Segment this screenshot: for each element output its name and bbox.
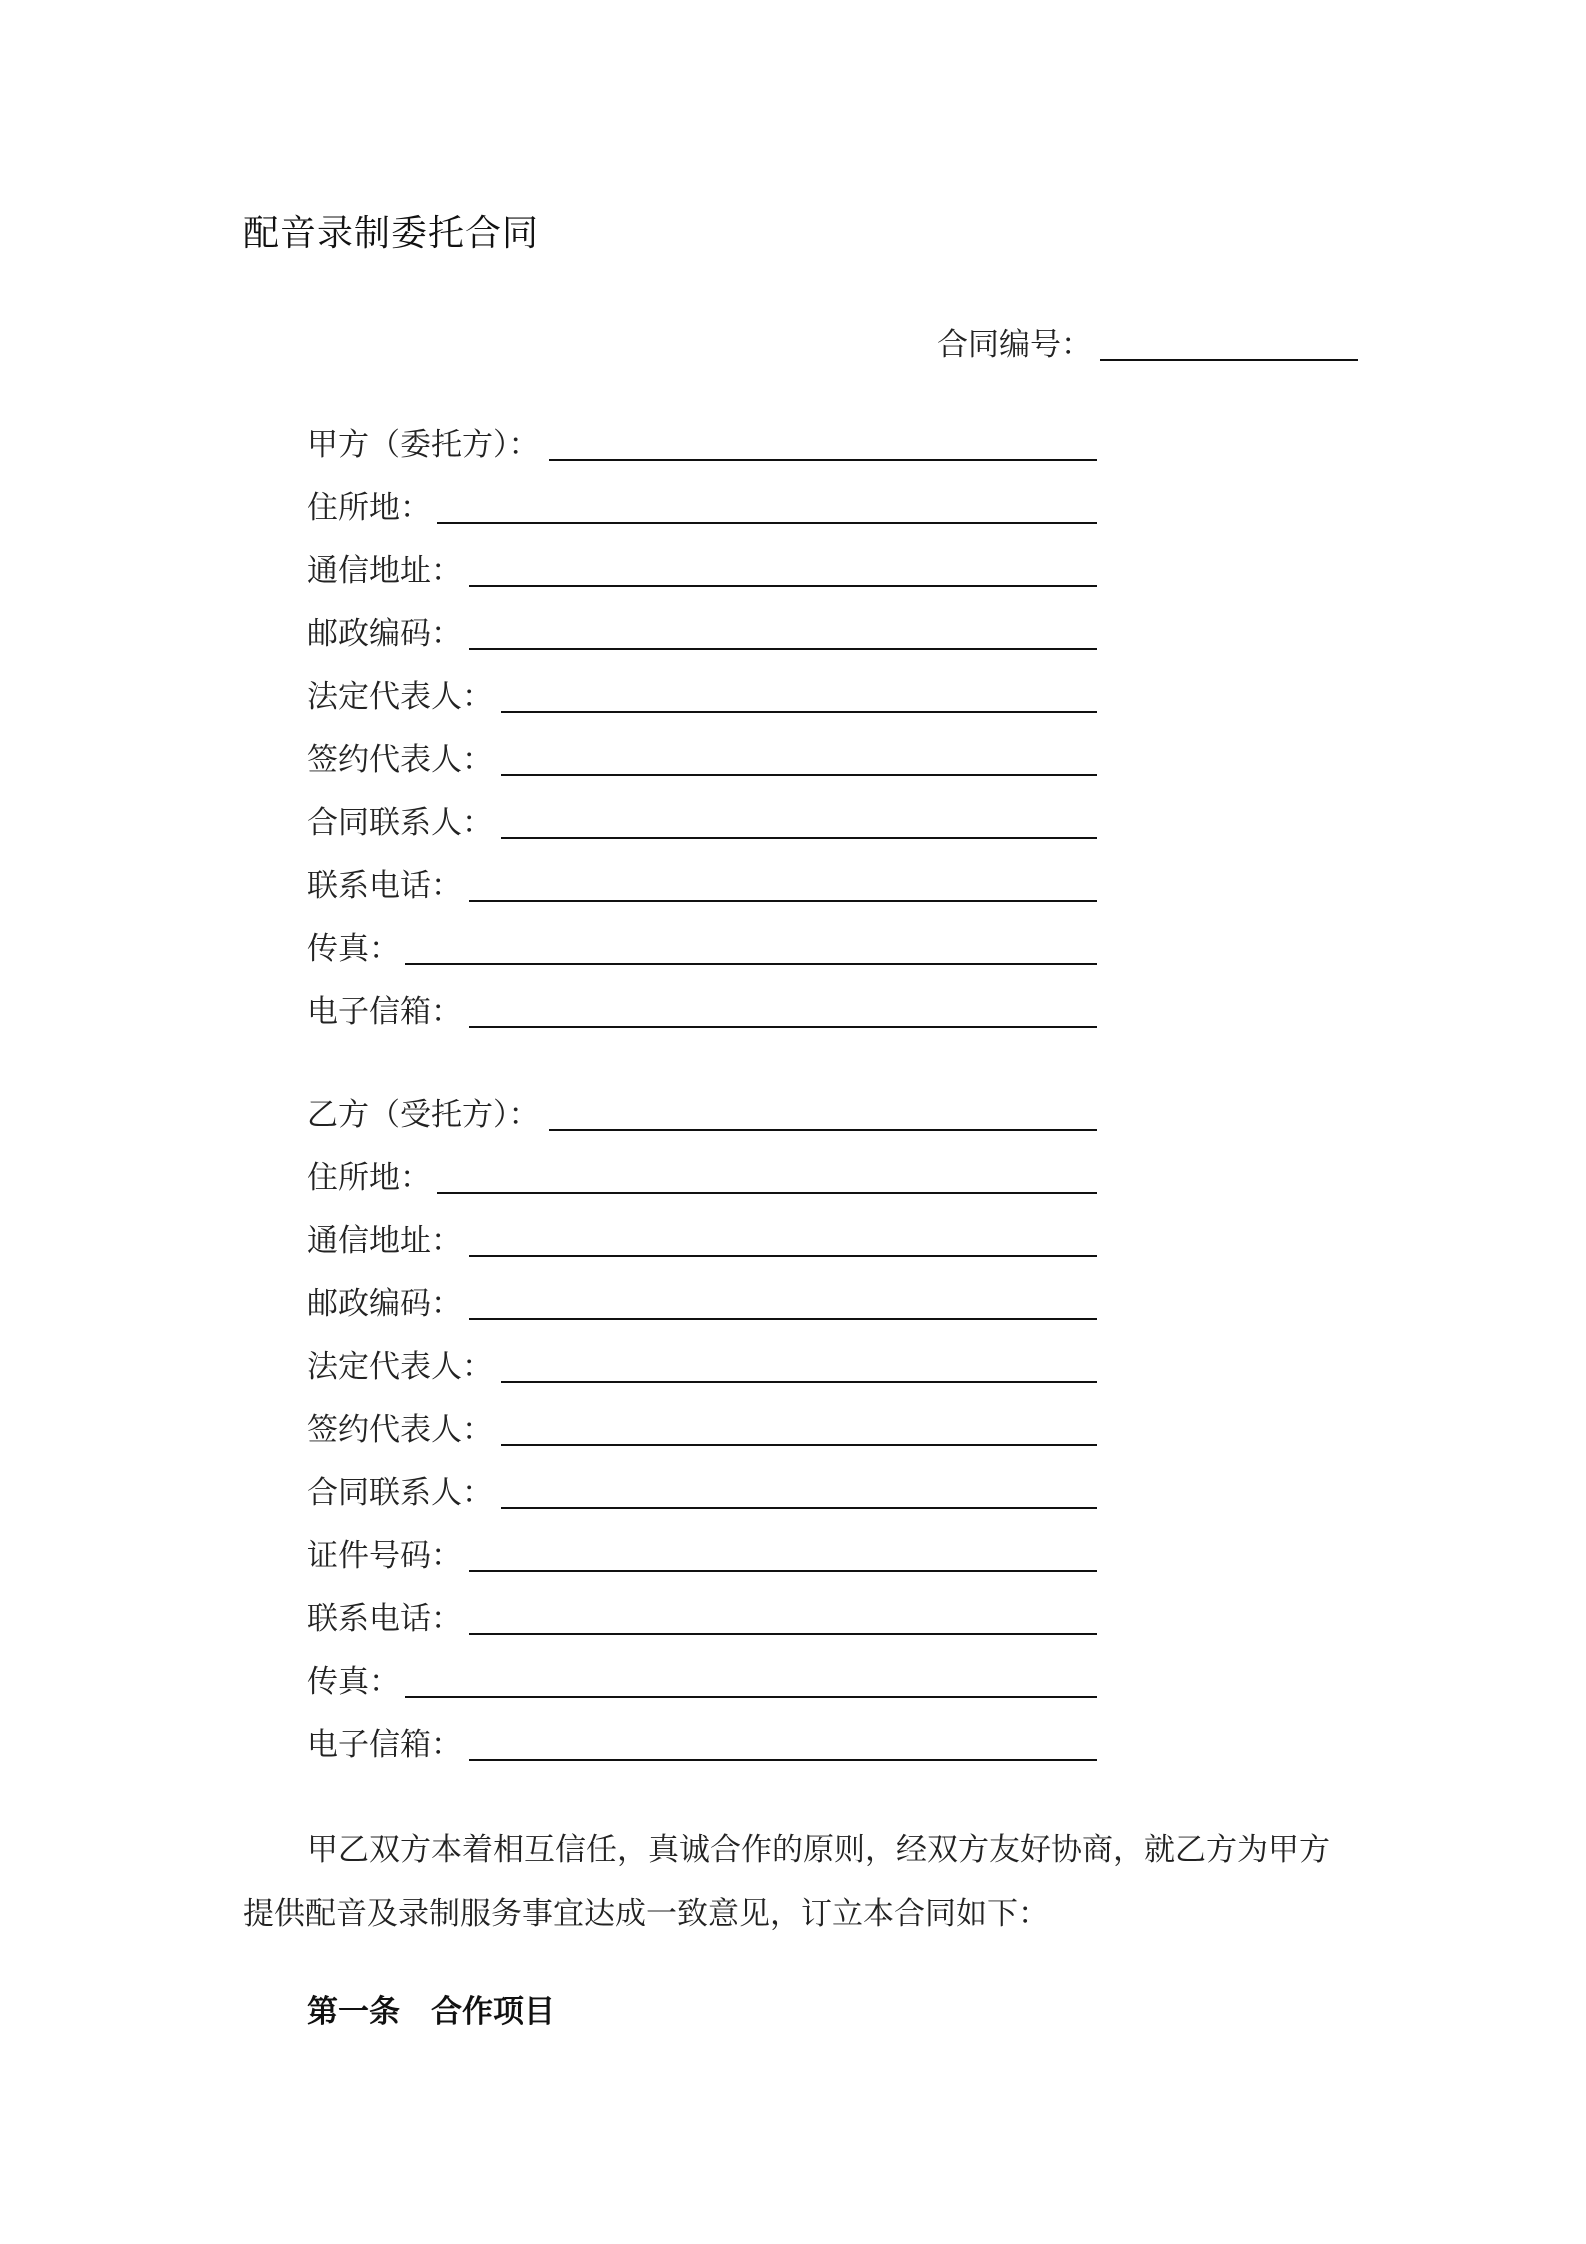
fill-blank[interactable] — [501, 774, 1097, 776]
document-title: 配音录制委托合同 — [243, 213, 540, 254]
field-label: 联系电话： — [307, 868, 462, 904]
party-b-phone-field — [307, 1597, 1097, 1641]
party-a-postcode-field — [307, 612, 1097, 656]
party-b-address-field — [307, 1156, 1097, 1200]
fill-blank[interactable] — [469, 900, 1097, 902]
fill-blank[interactable] — [549, 1129, 1097, 1131]
party-a-legal-rep-field — [307, 675, 1097, 719]
fill-blank[interactable] — [469, 1759, 1097, 1761]
fill-blank[interactable] — [469, 1318, 1097, 1320]
party-a-contact-person-field — [307, 801, 1097, 845]
fill-blank[interactable] — [469, 1633, 1097, 1635]
field-label: 合同联系人： — [307, 1475, 493, 1511]
party-a-signing-rep-field — [307, 738, 1097, 782]
fill-blank[interactable] — [437, 522, 1097, 524]
fill-blank[interactable] — [437, 1192, 1097, 1194]
intro-line-1: 甲乙双方本着相互信任，真诚合作的原则，经双方友好协商，就乙方为甲方 — [307, 1832, 1330, 1868]
fill-blank[interactable] — [405, 1696, 1097, 1698]
field-label: 电子信箱： — [307, 1727, 462, 1763]
party-a-email-field — [307, 990, 1097, 1034]
fill-blank[interactable] — [469, 648, 1097, 650]
field-label: 法定代表人： — [307, 679, 493, 715]
fill-blank[interactable] — [501, 837, 1097, 839]
field-label: 通信地址： — [307, 553, 462, 589]
party-b-id-number-field — [307, 1534, 1097, 1578]
party-a-phone-field — [307, 864, 1097, 908]
fill-blank[interactable] — [501, 1444, 1097, 1446]
party-b-contact-person-field — [307, 1471, 1097, 1515]
field-label: 证件号码： — [307, 1538, 462, 1574]
fill-blank[interactable] — [501, 711, 1097, 713]
field-label: 邮政编码： — [307, 616, 462, 652]
field-label: 住所地： — [307, 1160, 431, 1196]
party-b-postcode-field — [307, 1282, 1097, 1326]
field-label: 乙方（受托方）： — [307, 1097, 540, 1133]
intro-paragraph — [243, 1818, 1353, 1946]
field-label: 传真： — [307, 931, 400, 967]
fill-blank[interactable] — [501, 1507, 1097, 1509]
party-b-email-field — [307, 1723, 1097, 1767]
party-b-legal-rep-field — [307, 1345, 1097, 1389]
fill-blank[interactable] — [405, 963, 1097, 965]
field-label: 住所地： — [307, 490, 431, 526]
fill-blank[interactable] — [469, 1255, 1097, 1257]
contract-number-label: 合同编号： — [937, 327, 1092, 363]
article-1-heading: 第一条 合作项目 — [307, 1994, 555, 2030]
fill-blank[interactable] — [501, 1381, 1097, 1383]
field-label: 签约代表人： — [307, 1412, 493, 1448]
contract-number-blank[interactable] — [1100, 359, 1358, 361]
field-label: 法定代表人： — [307, 1349, 493, 1385]
field-label: 通信地址： — [307, 1223, 462, 1259]
party-a-name-field — [307, 423, 1097, 467]
field-label: 邮政编码： — [307, 1286, 462, 1322]
party-a-address-field — [307, 486, 1097, 530]
party-a-fax-field — [307, 927, 1097, 971]
fill-blank[interactable] — [469, 585, 1097, 587]
fill-blank[interactable] — [469, 1026, 1097, 1028]
party-b-fax-field — [307, 1660, 1097, 1704]
party-b-name-field — [307, 1093, 1097, 1137]
contract-number-field — [937, 323, 1092, 367]
field-label: 签约代表人： — [307, 742, 493, 778]
field-label: 甲方（委托方）： — [307, 427, 540, 463]
fill-blank[interactable] — [549, 459, 1097, 461]
party-a-mailing-address-field — [307, 549, 1097, 593]
field-label: 电子信箱： — [307, 994, 462, 1030]
field-label: 传真： — [307, 1664, 400, 1700]
party-b-mailing-address-field — [307, 1219, 1097, 1263]
field-label: 联系电话： — [307, 1601, 462, 1637]
field-label: 合同联系人： — [307, 805, 493, 841]
party-b-signing-rep-field — [307, 1408, 1097, 1452]
intro-line-2: 提供配音及录制服务事宜达成一致意见，订立本合同如下： — [243, 1896, 1049, 1932]
fill-blank[interactable] — [469, 1570, 1097, 1572]
